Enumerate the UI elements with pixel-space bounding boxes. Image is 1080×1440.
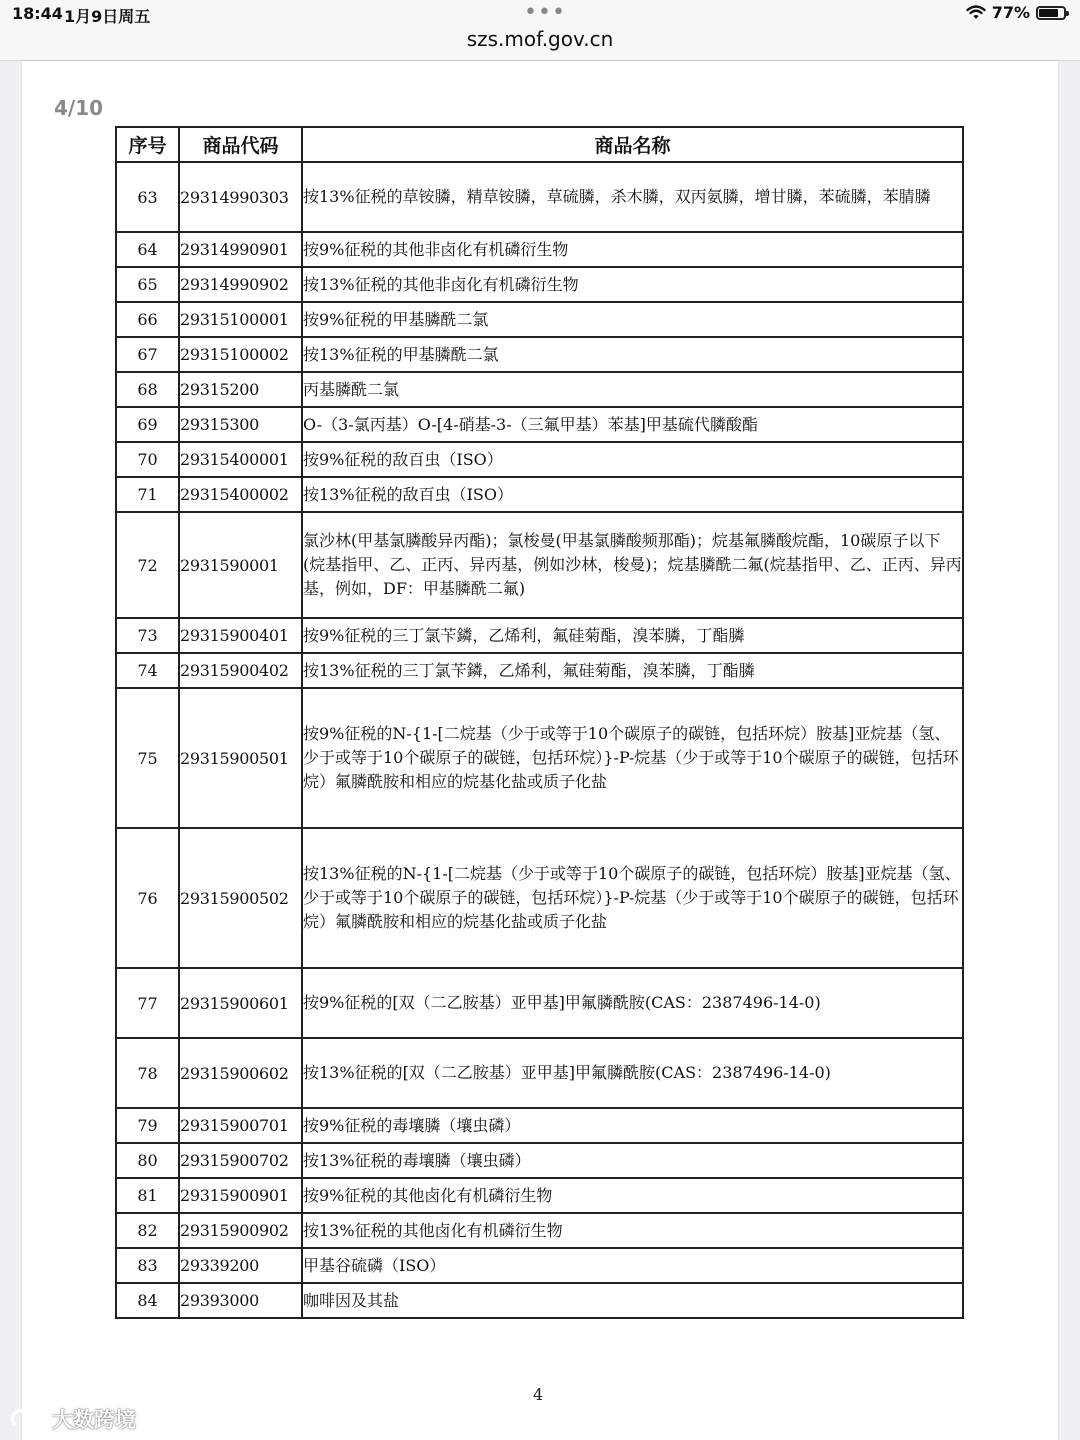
- table-body: [116, 162, 963, 1318]
- row-code: 29315900601: [179, 968, 302, 1038]
- row-code: 2931590001: [179, 512, 302, 618]
- row-name: 按13%征税的[双（二乙胺基）亚甲基]甲氟膦酰胺(CAS：2387496-14-0): [302, 1038, 963, 1108]
- row-no: 71: [116, 477, 179, 512]
- row-code: 29315900402: [179, 653, 302, 688]
- row-code: 29315900701: [179, 1108, 302, 1143]
- table-row: [116, 372, 963, 407]
- row-code: 29393000: [179, 1283, 302, 1318]
- row-name: 按13%征税的三丁氯苄鏻，乙烯利，氟硅菊酯，溴苯膦，丁酯膦: [302, 653, 963, 688]
- row-code: 29315900501: [179, 688, 302, 828]
- row-code: 29314990901: [179, 232, 302, 267]
- row-name: 咖啡因及其盐: [302, 1283, 963, 1318]
- row-code: 29314990902: [179, 267, 302, 302]
- table-row: [116, 1283, 963, 1318]
- address-bar[interactable]: [0, 28, 1080, 61]
- status-time: 18:44: [12, 4, 63, 23]
- status-bar: [0, 0, 1080, 28]
- status-right: [966, 3, 1066, 22]
- row-code: 29315900502: [179, 828, 302, 968]
- table-row: [116, 1108, 963, 1143]
- table-row: [116, 407, 963, 442]
- row-name: 按9%征税的敌百虫（ISO）: [302, 442, 963, 477]
- row-name: 按9%征税的甲基膦酰二氯: [302, 302, 963, 337]
- row-code: 29315100001: [179, 302, 302, 337]
- watermark: [8, 1404, 136, 1434]
- row-code: 29339200: [179, 1248, 302, 1283]
- table-row: [116, 162, 963, 232]
- row-name: 按13%征税的草铵膦，精草铵膦，草硫膦，杀木膦，双丙氨膦，增甘膦，苯硫膦，苯腈膦: [302, 162, 963, 232]
- multitasking-dots-icon[interactable]: •••: [524, 0, 566, 25]
- row-name: 甲基谷硫磷（ISO）: [302, 1248, 963, 1283]
- table-row: [116, 267, 963, 302]
- table-row: [116, 618, 963, 653]
- row-no: 66: [116, 302, 179, 337]
- header-code: 商品代码: [179, 127, 302, 162]
- row-name: 按9%征税的其他非卤化有机磷衍生物: [302, 232, 963, 267]
- row-no: 68: [116, 372, 179, 407]
- row-no: 64: [116, 232, 179, 267]
- row-code: 29315300: [179, 407, 302, 442]
- row-name: 按13%征税的甲基膦酰二氯: [302, 337, 963, 372]
- table-row: [116, 477, 963, 512]
- url-text[interactable]: szs.mof.gov.cn: [466, 27, 614, 51]
- row-name: 按9%征税的N-{1-[二烷基（少于或等于10个碳原子的碳链，包括环烷）胺基]亚烷基（氢、少于或等于10个碳原子的碳链，包括环烷）}-P-烷基（少于或等于10个碳原子的碳链，包括环烷）氟膦酰胺和相应的烷基化盐或质子化盐: [302, 688, 963, 828]
- row-name: 按13%征税的其他非卤化有机磷衍生物: [302, 267, 963, 302]
- row-name: 按13%征税的毒壤膦（壤虫磷）: [302, 1143, 963, 1178]
- row-no: 78: [116, 1038, 179, 1108]
- row-no: 65: [116, 267, 179, 302]
- battery-icon: [1036, 6, 1066, 20]
- header-name: 商品名称: [302, 127, 963, 162]
- table-row: [116, 1213, 963, 1248]
- row-code: 29315200: [179, 372, 302, 407]
- table-row: [116, 688, 963, 828]
- row-code: 29315900602: [179, 1038, 302, 1108]
- row-code: 29315900401: [179, 618, 302, 653]
- table-row: [116, 512, 963, 618]
- row-code: 29315900902: [179, 1213, 302, 1248]
- table-row: [116, 232, 963, 267]
- table-row: [116, 828, 963, 968]
- row-no: 79: [116, 1108, 179, 1143]
- page-counter: 4/10: [54, 96, 104, 120]
- row-no: 75: [116, 688, 179, 828]
- table-row: [116, 1248, 963, 1283]
- row-no: 76: [116, 828, 179, 968]
- row-no: 83: [116, 1248, 179, 1283]
- row-no: 63: [116, 162, 179, 232]
- battery-level-fill: [1039, 9, 1058, 17]
- row-no: 82: [116, 1213, 179, 1248]
- row-code: 29315100002: [179, 337, 302, 372]
- row-name: O-（3-氯丙基）O-[4-硝基-3-（三氟甲基）苯基]甲基硫代膦酸酯: [302, 407, 963, 442]
- battery-percent: 77%: [991, 3, 1030, 22]
- wifi-icon: [966, 5, 986, 21]
- row-name: 按9%征税的三丁氯苄鏻，乙烯利，氟硅菊酯，溴苯膦，丁酯膦: [302, 618, 963, 653]
- row-name: 丙基膦酰二氯: [302, 372, 963, 407]
- table-row: [116, 968, 963, 1038]
- table-row: [116, 302, 963, 337]
- row-no: 70: [116, 442, 179, 477]
- row-no: 80: [116, 1143, 179, 1178]
- row-name: 按13%征税的N-{1-[二烷基（少于或等于10个碳原子的碳链，包括环烷）胺基]亚烷基（氢、少于或等于10个碳原子的碳链，包括环烷）}-P-烷基（少于或等于10个碳原子的碳链，包括环烷）氟膦酰胺和相应的烷基化盐或质子化盐: [302, 828, 963, 968]
- row-name: 按9%征税的毒壤膦（壤虫磷）: [302, 1108, 963, 1143]
- watermark-logo-icon: [8, 1407, 48, 1431]
- table-row: [116, 337, 963, 372]
- row-name: 氯沙林(甲基氯膦酸异丙酯)；氯梭曼(甲基氯膦酸频那酯)；烷基氟膦酸烷酯，10碳原子以下(烷基指甲、乙、正丙、异丙基，例如沙林，梭曼)；烷基膦酰二氟(烷基指甲、乙、正丙、异丙基，例如，DF：甲基膦酰二氟): [302, 512, 963, 618]
- row-code: 29315400001: [179, 442, 302, 477]
- row-name: 按13%征税的其他卤化有机磷衍生物: [302, 1213, 963, 1248]
- watermark-text: 大数跨境: [52, 1408, 136, 1432]
- row-no: 67: [116, 337, 179, 372]
- table-row: [116, 1038, 963, 1108]
- row-no: 77: [116, 968, 179, 1038]
- product-table: [115, 126, 964, 1319]
- row-no: 72: [116, 512, 179, 618]
- row-name: 按9%征税的其他卤化有机磷衍生物: [302, 1178, 963, 1213]
- row-no: 74: [116, 653, 179, 688]
- row-code: 29315400002: [179, 477, 302, 512]
- table-row: [116, 653, 963, 688]
- row-name: 按9%征税的[双（二乙胺基）亚甲基]甲氟膦酰胺(CAS：2387496-14-0): [302, 968, 963, 1038]
- table-row: [116, 1178, 963, 1213]
- header-no: 序号: [116, 127, 179, 162]
- row-name: 按13%征税的敌百虫（ISO）: [302, 477, 963, 512]
- row-no: 81: [116, 1178, 179, 1213]
- row-code: 29315900901: [179, 1178, 302, 1213]
- row-no: 73: [116, 618, 179, 653]
- row-no: 84: [116, 1283, 179, 1318]
- table-row: [116, 442, 963, 477]
- table-header-row: [116, 127, 963, 162]
- row-code: 29314990303: [179, 162, 302, 232]
- row-code: 29315900702: [179, 1143, 302, 1178]
- status-date: 1月9日周五: [64, 7, 151, 26]
- table-row: [116, 1143, 963, 1178]
- row-no: 69: [116, 407, 179, 442]
- page-number: 4: [533, 1385, 544, 1404]
